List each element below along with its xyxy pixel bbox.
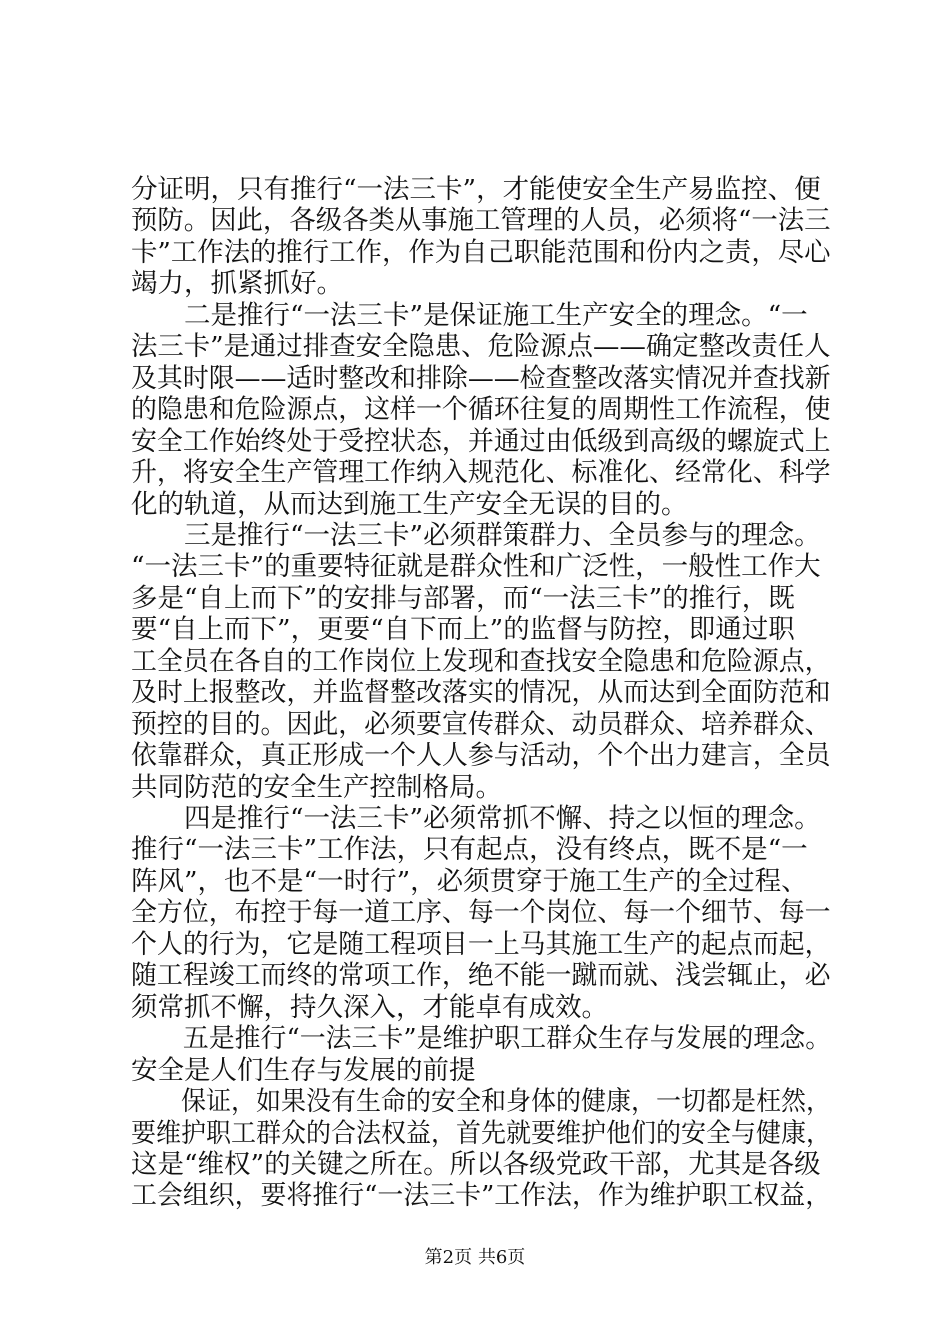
text-line: 保证，如果没有生命的安全和身体的健康，一切都是枉然， bbox=[131, 1086, 832, 1117]
text-line: 升，将安全生产管理工作纳入规范化、标准化、经常化、科学 bbox=[131, 457, 831, 488]
text-line: 工全员在各自的工作岗位上发现和查找安全隐患和危险源点， bbox=[131, 646, 831, 677]
text-line: “一法三卡”的重要特征就是群众性和广泛性，一般性工作大 bbox=[131, 551, 821, 582]
text-line: 四是推行“一法三卡”必须常抓不懈、持之以恒的理念。 bbox=[131, 803, 821, 834]
text-line: 随工程竣工而终的常项工作，绝不能一蹴而就、浅尝辄止，必 bbox=[131, 960, 831, 991]
page-footer: 第2页 共6页 bbox=[424, 1247, 526, 1268]
text-line: 五是推行“一法三卡”是维护职工群众生存与发展的理念。 bbox=[131, 1023, 832, 1054]
text-line: 卡”工作法的推行工作，作为自己职能范围和份内之责，尽心 bbox=[131, 237, 831, 268]
text-line: 这是“维权”的关键之所在。所以各级党政干部，尤其是各级 bbox=[131, 1149, 821, 1180]
text-line: 法三卡”是通过排查安全隐患、危险源点——确定整改责任人 bbox=[131, 331, 831, 362]
text-line: 多是“自上而下”的安排与部署，而“一法三卡”的推行，既 bbox=[131, 583, 795, 614]
text-line: 推行“一法三卡”工作法，只有起点，没有终点，既不是“一 bbox=[131, 834, 808, 865]
text-line: 及其时限——适时整改和排除——检查整改落实情况并查找新 bbox=[131, 363, 831, 394]
text-line: 要“自上而下”，更要“自下而上”的监督与防控，即通过职 bbox=[131, 614, 795, 645]
text-line: 个人的行为，它是随工程项目一上马其施工生产的起点而起， bbox=[131, 929, 831, 960]
text-line: 要维护职工群众的合法权益，首先就要维护他们的安全与健康， bbox=[131, 1118, 832, 1149]
text-line: 竭力，抓紧抓好。 bbox=[131, 268, 343, 299]
text-line: 全方位，布控于每一道工序、每一个岗位、每一个细节、每一 bbox=[131, 897, 831, 928]
text-line: 工会组织，要将推行“一法三卡”工作法，作为维护职工权益， bbox=[131, 1180, 832, 1211]
text-line: 安全工作始终处于受控状态，并通过由低级到高级的螺旋式上 bbox=[131, 426, 831, 457]
text-line: 三是推行“一法三卡”必须群策群力、全员参与的理念。 bbox=[131, 520, 821, 551]
text-line: 须常抓不懈，持久深入，才能卓有成效。 bbox=[131, 992, 608, 1023]
text-line: 阵风”，也不是“一时行”，必须贯穿于施工生产的全过程、 bbox=[131, 866, 808, 897]
text-line: 化的轨道，从而达到施工生产安全无误的目的。 bbox=[131, 489, 688, 520]
text-line: 依靠群众，真正形成一个人人参与活动，个个出力建言，全员 bbox=[131, 740, 831, 771]
text-line: 安全是人们生存与发展的前提 bbox=[131, 1055, 476, 1086]
text-line: 共同防范的安全生产控制格局。 bbox=[131, 772, 502, 803]
text-line: 的隐患和危险源点，这样一个循环往复的周期性工作流程，使 bbox=[131, 394, 831, 425]
text-line: 及时上报整改，并监督整改落实的情况，从而达到全面防范和 bbox=[131, 677, 831, 708]
text-line: 二是推行“一法三卡”是保证施工生产安全的理念。“一 bbox=[131, 300, 808, 331]
text-line: 预防。因此，各级各类从事施工管理的人员，必须将“一法三 bbox=[131, 205, 831, 236]
text-line: 分证明，只有推行“一法三卡”，才能使安全生产易监控、便 bbox=[131, 174, 821, 205]
text-line: 预控的目的。因此，必须要宣传群众、动员群众、培养群众、 bbox=[131, 709, 831, 740]
